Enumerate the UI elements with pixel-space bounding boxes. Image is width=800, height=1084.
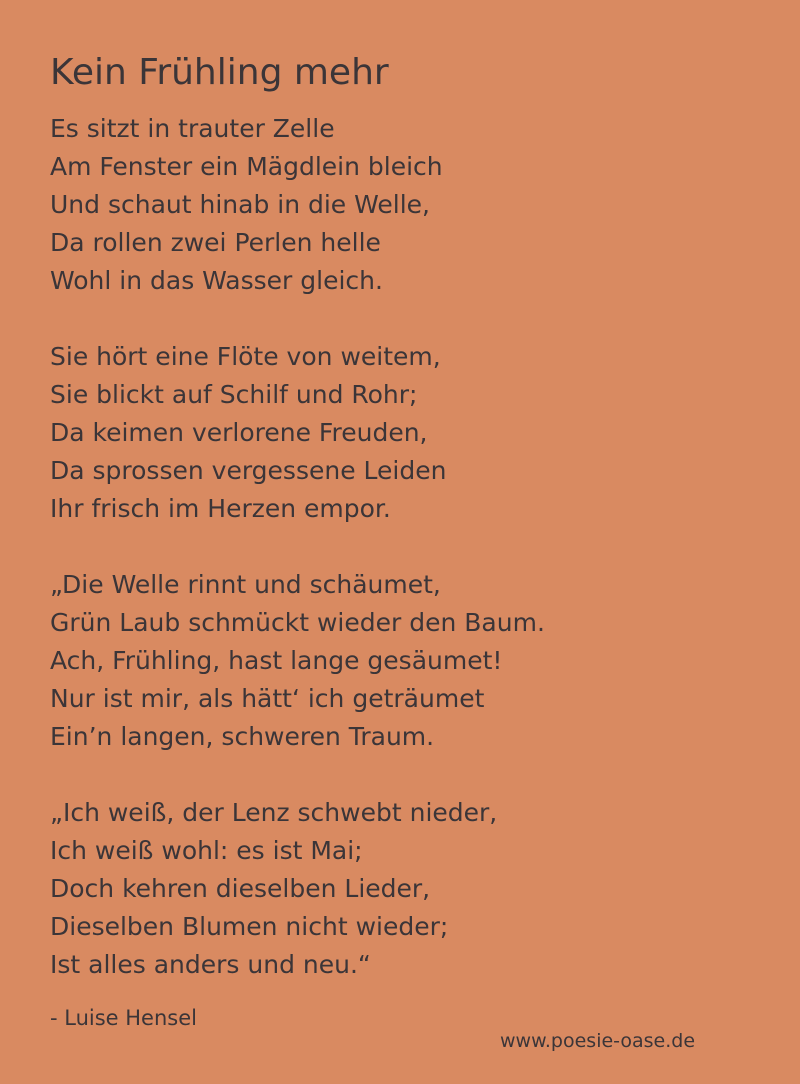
- poem-line: Ich weiß wohl: es ist Mai;: [50, 836, 363, 865]
- poem-author: - Luise Hensel: [50, 1006, 197, 1030]
- poem-body: [50, 110, 770, 1022]
- poem-line: Da sprossen vergessene Leiden: [50, 456, 447, 485]
- stanza-4: [50, 794, 770, 984]
- poem-line: „Die Welle rinnt und schäumet,: [50, 570, 441, 599]
- poem-title: Kein Frühling mehr: [50, 52, 389, 93]
- poem-line: Ist alles anders und neu.“: [50, 950, 371, 979]
- poem-line: Und schaut hinab in die Welle,: [50, 190, 430, 219]
- poem-line: Sie hört eine Flöte von weitem,: [50, 342, 441, 371]
- poem-line: Grün Laub schmückt wieder den Baum.: [50, 608, 545, 637]
- poem-line: Am Fenster ein Mägdlein bleich: [50, 152, 443, 181]
- poem-line: Ein’n langen, schweren Traum.: [50, 722, 435, 751]
- poem-line: Nur ist mir, als hätt‘ ich geträumet: [50, 684, 485, 713]
- poem-line: Es sitzt in trauter Zelle: [50, 114, 335, 143]
- poem-line: Da keimen verlorene Freuden,: [50, 418, 428, 447]
- poem-line: Ach, Frühling, hast lange gesäumet!: [50, 646, 503, 675]
- poem-line: Doch kehren dieselben Lieder,: [50, 874, 431, 903]
- stanza-2: [50, 338, 770, 528]
- poem-line: „Ich weiß, der Lenz schwebt nieder,: [50, 798, 498, 827]
- stanza-1: [50, 110, 770, 300]
- poem-line: Da rollen zwei Perlen helle: [50, 228, 381, 257]
- poem-line: Sie blickt auf Schilf und Rohr;: [50, 380, 418, 409]
- poem-line: Ihr frisch im Herzen empor.: [50, 494, 391, 523]
- stanza-3: [50, 566, 770, 756]
- website-url: www.poesie-oase.de: [500, 1030, 696, 1052]
- poem-line: Wohl in das Wasser gleich.: [50, 266, 383, 295]
- poem-line: Dieselben Blumen nicht wieder;: [50, 912, 449, 941]
